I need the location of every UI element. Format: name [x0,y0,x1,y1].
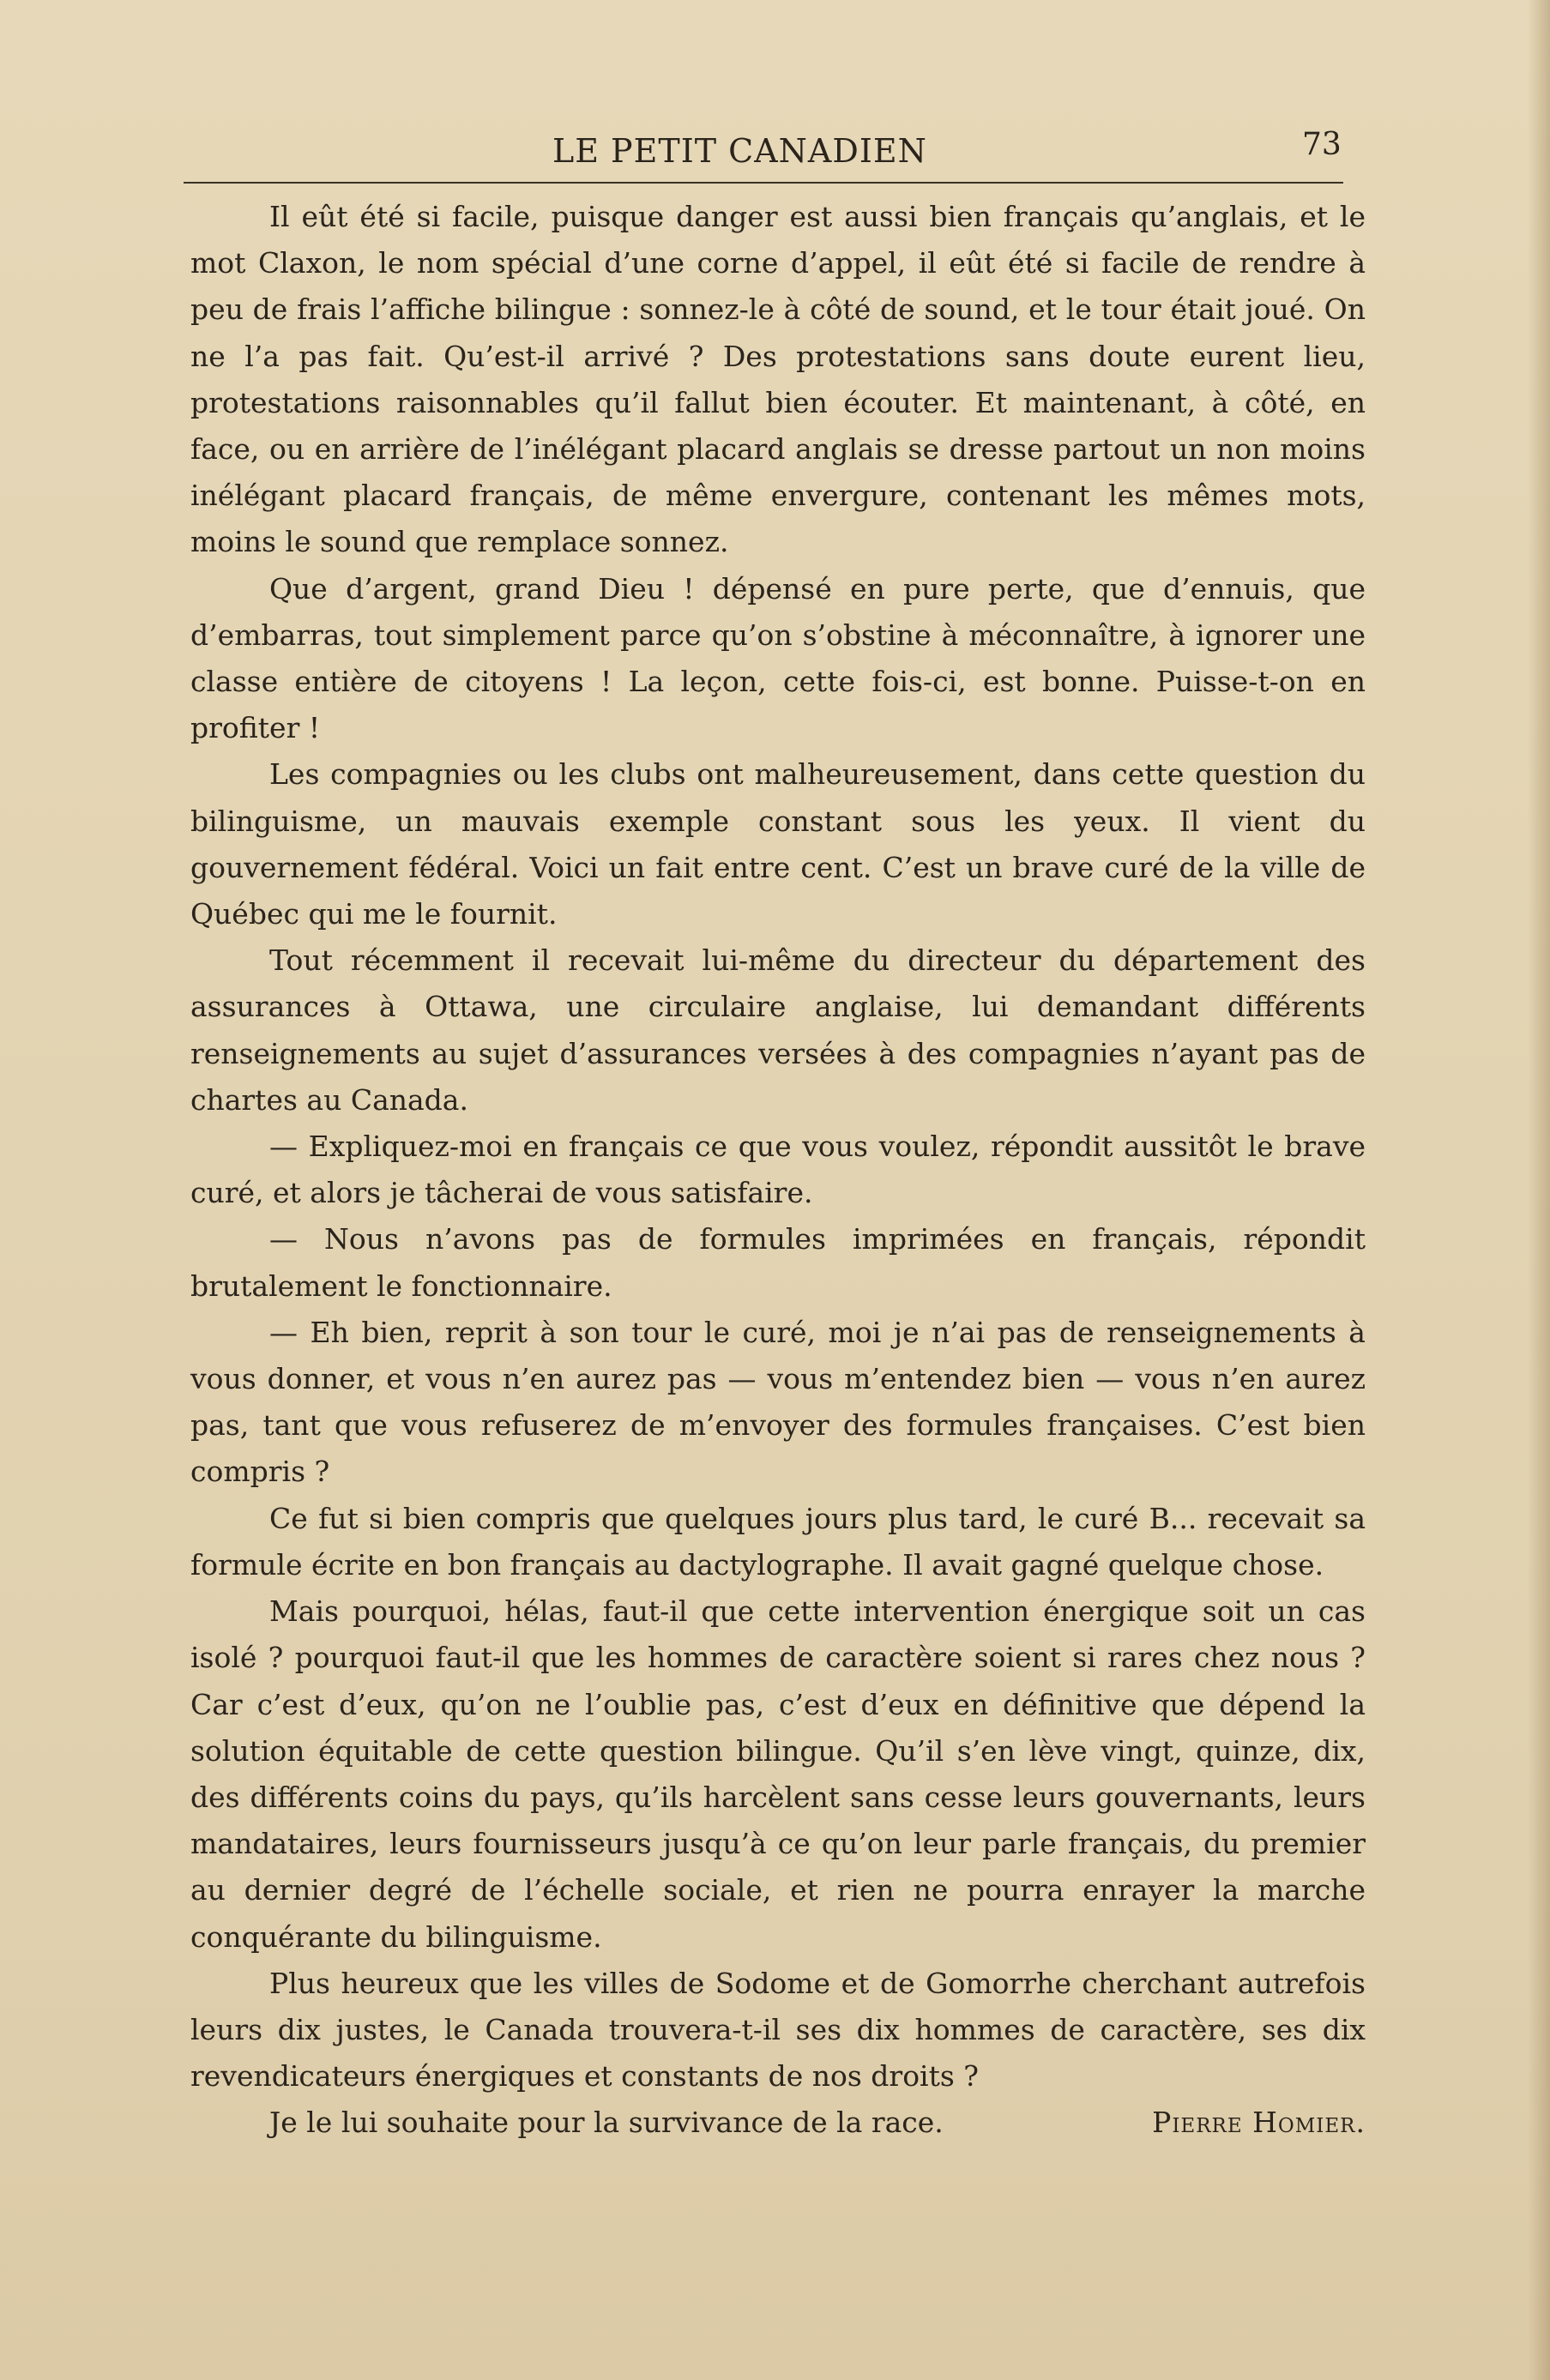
page-header [184,127,1343,187]
paragraph-7: — Eh bien, reprit à son tour le curé, moi je n’ai pas de renseignements à vous donner, et vous n’en aurez pas — vous m’entendez bien — vous n’en aurez pas, tant que vous refuserez de m’envoyer des formules françaises. C’est bien compris ? [190,1315,1366,1489]
running-title: LE PETIT CANADIEN [552,132,927,170]
paragraph-11 [190,2100,1366,2146]
page-number: 73 [1302,127,1342,162]
paragraph-8: Ce fut si bien compris que quelques jours plus tard, le curé B... recevait sa formule écrite en bon français au dactylographe. Il avait gagné quelque chose. [190,1501,1366,1582]
paragraph-10: Plus heureux que les villes de Sodome et de Gomorrhe cherchant autrefois leurs dix justes, le Canada trouvera-t-il ses dix hommes de caractère, ses dix revendicateurs énergiques et constants de nos droits ? [190,1966,1366,2094]
paragraph-2: Que d’argent, grand Dieu ! dépensé en pure perte, que d’ennuis, que d’embarras, tout simplement parce qu’on s’obstine à méconnaître, à ignorer une classe entière de citoyens ! La leçon, cette fois-ci, est bonne. Puisse-t-on en profiter ! [190,571,1366,745]
author-signature: Pierre Homier. [1152,2106,1366,2140]
paragraph-3: Les compagnies ou les clubs ont malheureusement, dans cette question du bilinguisme, un mauvais exemple constant sous les yeux. Il vient du gouvernement fédéral. Voici un fait entre cent. C’est un brave curé de la ville de Québec qui me le fournit. [190,757,1366,931]
paragraph-1: Il eût été si facile, puisque danger est aussi bien français qu’anglais, et le mot Claxon, le nom spécial d’une corne d’appel, il eût été si facile de rendre à peu de frais l’affiche bilingue : sonnez-le à côté de sound, et le tour était joué. On ne l’a pas fait. Qu’est-il arrivé ? Des protestations sans doute eurent lieu, protestations raisonnables qu’il fallut bien écouter. Et maintenant, à côté, en face, ou en arrière de l’inélégant placard anglais se dresse partout un non moins inélégant placard français, de même envergure, contenant les mêmes mots, moins le sound que remplace sonnez. [190,200,1366,559]
page-edge-shadow [1528,0,1550,2380]
header-rule [184,182,1343,184]
paragraph-4: Tout récemment il recevait lui-même du directeur du département des assurances à Ottawa, une circulaire anglaise, lui demandant différents renseignements au sujet d’assurances versées à des compagnies n’ayant pas de chartes au Canada. [190,943,1366,1117]
paragraph-6: — Nous n’avons pas de formules imprimées en français, répondit brutalement le fonctionnaire. [190,1222,1366,1303]
paragraph-5: — Expliquez-moi en français ce que vous voulez, répondit aussitôt le brave curé, et alors je tâcherai de vous satisfaire. [190,1130,1366,1210]
paragraph-9: Mais pourquoi, hélas, faut-il que cette intervention énergique soit un cas isolé ? pourquoi faut-il que les hommes de caractère soient si rares chez nous ? Car c’est d’eux, qu’on ne l’oublie pas, c’est d’eux en définitive que dépend la solution équitable de cette question bilingue. Qu’il s’en lève vingt, quinze, dix, des différents coins du pays, qu’ils harcèlent sans cesse leurs gouvernants, leurs mandataires, leurs fournisseurs jusqu’à ce qu’on leur parle français, du premier au dernier degré de l’échelle sociale, et rien ne pourra enrayer la marche conquérante du bilinguisme. [190,1594,1366,1954]
closing-sentence: Je le lui souhaite pour la survivance de la race. [269,2106,944,2140]
article-body [190,194,1366,2147]
